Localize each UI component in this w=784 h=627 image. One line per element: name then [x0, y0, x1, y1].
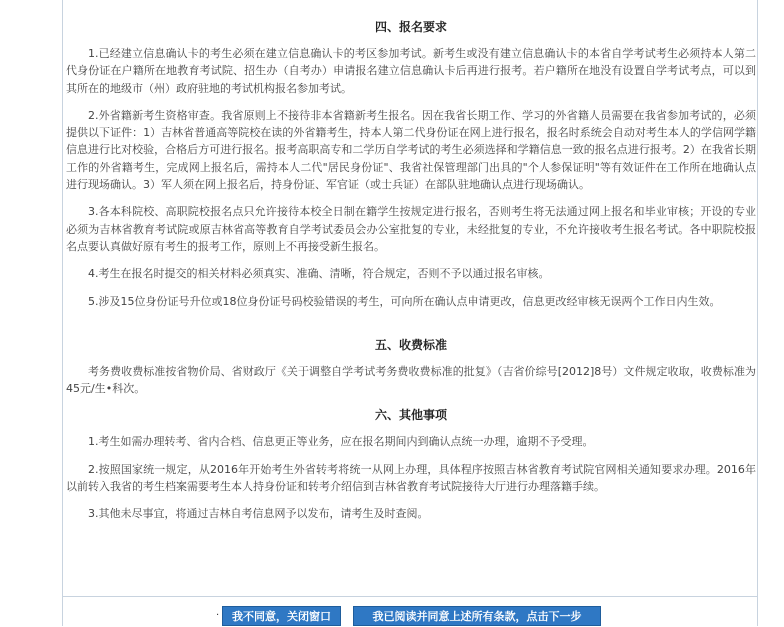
disagree-close-button[interactable]: 我不同意，关闭窗口	[222, 606, 341, 626]
section-4-paragraph-4: 4.考生在报名时提交的相关材料必须真实、准确、清晰，符合规定，否则不予以通过报名审核。	[88, 267, 550, 281]
section-6-paragraph-3: 3.其他未尽事宜，将通过吉林自考信息网予以发布，请考生及时查阅。	[88, 507, 429, 521]
section-6-paragraph-1: 1.考生如需办理转考、省内合档、信息更正等业务，应在报名期间内到确认点统一办理，逾期不予受理。	[88, 435, 594, 449]
section-5-title: 五、收费标准	[374, 337, 447, 352]
section-4-paragraph-3: 3.各本科院校、高职院校报名点只允许接待本校全日制在籍学生按规定进行报名，否则考生将无法通过网上报名和毕业审核；开设的专业必须为吉林省教育考试院或原吉林省高等教育自学考试委员会办公室批复的专业，未经批复的专业，不允许接收考生报名考试。各中职院校报名点要认真做好原有考生的报考工作，原则上不再接受新生报名。	[66, 205, 756, 253]
section-6-paragraph-2: 2.按照国家统一规定，从2016年开始考生外省转考将统一从网上办理，具体程序按照吉林省教育考试院官网相关通知要求办理。2016年以前转入我省的考生档案需要考生本人持身份证和转考介绍信到吉林省教育考试院接待大厅进行办理落籍手续。	[66, 462, 756, 494]
footer-dot: .	[216, 607, 220, 618]
agreement-frame	[62, 0, 758, 626]
section-4-paragraph-5: 5.涉及15位身份证号升位或18位身份证号码校验错误的考生，可向所在确认点申请更改，信息更改经审核无误两个工作日内生效。	[88, 294, 721, 308]
section-5-paragraph-1: 考务费收费标准按省物价局、省财政厅《关于调整自学考试考务费收费标准的批复》（吉省价综号[2012]8号）文件规定收取，收费标准为45元/生•科次。	[66, 364, 756, 396]
section-4-title: 四、报名要求	[374, 20, 447, 34]
action-bar	[63, 596, 757, 626]
section-6-title: 六、其他事项	[374, 408, 447, 423]
agreement-content	[66, 0, 756, 592]
agree-next-button[interactable]: 我已阅读并同意上述所有条款，点击下一步	[353, 606, 601, 626]
section-4-paragraph-2: 2.外省籍新考生资格审查。我省原则上不接待非本省籍新考生报名。因在我省长期工作、学习的外省籍人员需要在我省参加考试的，必须提供以下证件：1）吉林省普通高等院校在读的外省籍考生，持本人第二代身份证在网上进行报名，报名时系统会自动对考生本人的学信网学籍信息进行比对校验，合格后方可进行报名。报考高职高专和二学历自学考试的考生必须选择和学籍信息一致的报名点进行报考。2）在我省长期工作的外省籍考生，完成网上报名后，需持本人二代"居民身份证"、我省社保管理部门出具的"个人参保证明"等有效证件在工作所在地确认点进行现场确认。3）军人须在网上报名后，持身份证、军官证（或士兵证）在部队驻地确认点进行现场确认。	[66, 108, 756, 192]
section-4-paragraph-1: 1.已经建立信息确认卡的考生必须在建立信息确认卡的考区参加考试。新考生或没有建立信息确认卡的本省自学考试考生必须持本人第二代身份证在户籍所在地教育考试院、招生办（自考办）申请报名建立信息确认卡后再进行报考。若户籍所在地没有设置自学考试考点，可以到其所在的地级市（州）政府驻地的考试机构报名参加考试。	[66, 47, 756, 95]
